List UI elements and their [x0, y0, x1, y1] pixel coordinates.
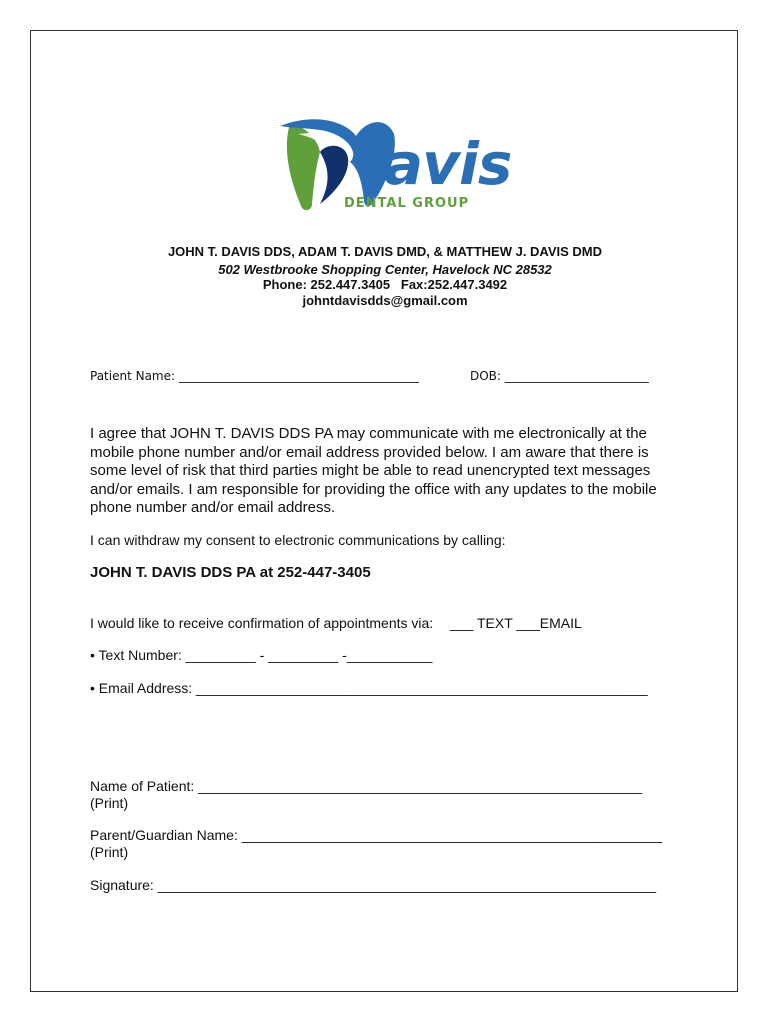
doctors-heading: JOHN T. DAVIS DDS, ADAM T. DAVIS DMD, & MATTHEW J. DAVIS DMD: [167, 244, 603, 259]
davis-dental-logo: [276, 112, 512, 220]
text-number-field[interactable]: • Text Number: _________ - _________ -___________: [90, 647, 433, 663]
office-phone-fax: Phone: 252.447.3405 Fax:252.447.3492: [262, 277, 508, 292]
guardian-print-note: (Print): [90, 844, 129, 860]
office-contact: JOHN T. DAVIS DDS PA at 252-447-3405: [90, 564, 371, 581]
dob-field[interactable]: DOB: ________________________: [470, 369, 649, 383]
confirmation-label: I would like to receive confirmation of appointments via:: [90, 615, 434, 631]
patient-print-note: (Print): [90, 795, 129, 811]
logo-brand: avis: [384, 130, 512, 198]
logo-subtitle: DENTAL GROUP: [344, 196, 470, 211]
signature-field[interactable]: Signature: ________________________________________________________________: [90, 877, 657, 893]
patient-name-print-field[interactable]: Name of Patient: _________________________________________________________: [90, 778, 642, 794]
email-address-field[interactable]: • Email Address: __________________________________________________________: [90, 680, 648, 696]
withdraw-consent-text: I can withdraw my consent to electronic communications by calling:: [90, 532, 506, 548]
office-address: 502 Westbrooke Shopping Center, Havelock NC 28532: [218, 262, 552, 277]
patient-name-field[interactable]: Patient Name: ________________________________________: [90, 369, 419, 383]
guardian-name-field[interactable]: Parent/Guardian Name: ______________________________________________________: [90, 827, 663, 843]
confirmation-options[interactable]: ___ TEXT ___EMAIL: [450, 615, 582, 631]
consent-paragraph: I agree that JOHN T. DAVIS DDS PA may communicate with me electronically at the mobile phone number and/or email address provided below. I am aware that there is some level of risk that third parties might be able to read unencrypted text messages and/or emails. I am responsible for providing the office with any updates to the mobile phone number and/or email address.: [90, 425, 657, 516]
office-email: johntdavisdds@gmail.com: [302, 293, 468, 308]
